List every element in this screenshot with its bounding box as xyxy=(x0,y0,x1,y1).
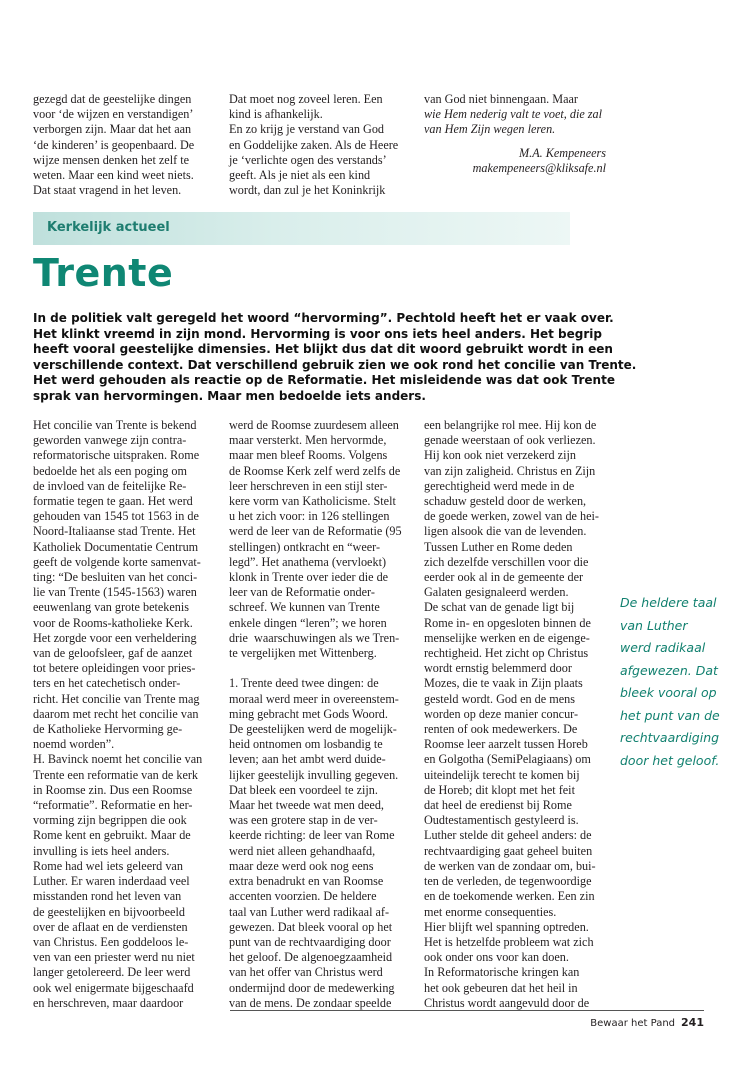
text-line: menselijke werken en de eigenge- xyxy=(424,630,590,645)
top-column-3-text xyxy=(424,92,606,107)
text-line: zich dezelfde verschillen voor die xyxy=(424,554,589,569)
text-line: gesteld wordt. God en de mens xyxy=(424,691,575,706)
text-line: misstanden rond het leven van xyxy=(33,889,182,904)
text-line: gehouden van 1545 tot 1563 in de xyxy=(33,509,199,524)
text-line: werd de Roomse zuurdesem alleen xyxy=(229,418,399,432)
text-line: bedoelde het als een poging om xyxy=(33,463,187,478)
text-line: heeft vooral geestelijke dimensies. Het blijkt dus dat dit woord gebruikt wordt in een xyxy=(33,342,613,357)
text-line: stellingen) ontkracht en “weer- xyxy=(229,539,381,554)
text-line: invulling is iets heel anders. xyxy=(33,843,170,858)
text-line: Katholiek Documentatie Centrum xyxy=(33,539,199,554)
text-line: taal van Luther werd radikaal af- xyxy=(229,904,390,919)
text-line: de Katholieke Hervorming ge- xyxy=(33,722,183,737)
text-line: leer herschreven in een stijl ster- xyxy=(229,478,388,493)
text-line: je ‘verlichte ogen des verstands’ xyxy=(229,152,387,167)
text-line: van Christus. Een goddeloos le- xyxy=(33,934,189,949)
text-line: te vergelijken met Wittenberg. xyxy=(229,646,377,661)
text-line: en de toekomende werken. Een zin xyxy=(424,889,595,904)
pull-quote: De heldere taal van Luther werd radikaal afgewezen. Dat bleek vooral op het punt van de rechtvaardiging door het geloof. xyxy=(620,595,720,768)
text-line: het ook gebeuren dat het heil in xyxy=(424,980,578,995)
text-line: In de politiek valt geregeld het woord “hervorming”. Pechtold heeft het er vaak over. xyxy=(33,311,614,325)
text-line: Het klinkt vreemd in zijn mond. Hervorming is voor ons iets heel anders. Het begrip xyxy=(33,326,602,341)
text-line: Luther. Er waren inderdaad veel xyxy=(33,874,190,889)
text-line: en Goddelijke zaken. Als de Heere xyxy=(229,137,399,152)
text-line: drie waarschuwingen als we Tren- xyxy=(229,630,400,645)
text-line: een belangrijke rol mee. Hij kon de xyxy=(424,418,597,432)
text-line: dat heel de eredienst bij Rome xyxy=(424,798,572,813)
text-line: formatie tegen te gaan. Het werd xyxy=(33,494,193,509)
text-line: maar versterkt. Men hervormde, xyxy=(229,433,387,448)
text-line: gerechtigheid werd mede in de xyxy=(424,478,575,493)
text-line xyxy=(229,661,415,676)
text-line: eerder ook al in de gemeente der xyxy=(424,570,584,585)
text-line: gezegd dat de geestelijke dingen xyxy=(33,92,192,106)
text-line: ook onder ons voor kan doen. xyxy=(424,950,569,965)
text-line: lijker geestelijk invulling gegeven. xyxy=(229,767,399,782)
text-line: Roomse leer aarzelt tussen Horeb xyxy=(424,737,588,752)
section-banner xyxy=(33,212,570,245)
body-column-3 xyxy=(424,418,614,1011)
text-line: lie van Trente (1545-1563) waren xyxy=(33,585,197,600)
text-line: geeft. Als je niet als een kind xyxy=(229,168,371,183)
text-line: Rome kent en gebruikt. Maar de xyxy=(33,828,191,843)
article-title: Trente xyxy=(33,251,174,295)
text-line: rechtvaardiging gaat geheel buiten xyxy=(424,843,593,858)
text-line: voor ‘de wijzen en verstandigen’ xyxy=(33,107,194,122)
text-line: geworden vanwege zijn contra- xyxy=(33,433,187,448)
text-line: Het werd gehouden als reactie op de Reformatie. Het misleidende was dat ook Trente xyxy=(33,373,615,388)
text-line: u het zich voor: in 126 stellingen xyxy=(229,509,390,524)
text-line: de Roomse Kerk zelf werd zelfs de xyxy=(229,463,401,478)
text-line: verschillende context. Dat verschillend gebruik zien we ook rond het concilie van Trente. xyxy=(33,357,637,372)
text-line: ondermijnd door de medewerking xyxy=(229,980,395,995)
text-line: legd”. Het anathema (vervloekt) xyxy=(229,554,387,569)
text-line: Trente een reformatie van de kerk xyxy=(33,767,199,782)
text-line: wordt ernstig belemmerd door xyxy=(424,661,572,676)
text-line: Tussen Luther en Rome deden xyxy=(424,539,573,554)
text-line: leven; aan het ambt werd duide- xyxy=(229,752,386,767)
text-line: Maar het tweede wat men deed, xyxy=(229,798,384,813)
text-line: langer getolereerd. De leer werd xyxy=(33,965,191,980)
text-line: ters en het catechetisch onder- xyxy=(33,676,181,691)
text-line: over de aflaat en de verdiensten xyxy=(33,919,188,934)
section-label: Kerkelijk actueel xyxy=(47,220,170,235)
text-line: En zo krijg je verstand van God xyxy=(229,122,385,137)
text-line: Noord-Italiaanse stad Trente. Het xyxy=(33,524,196,539)
text-line: van God niet binnengaan. Maar xyxy=(424,92,578,106)
text-line: schreef. We kunnen van Trente xyxy=(229,600,380,615)
text-line: extra benadrukt en van Roomse xyxy=(229,874,384,889)
text-line: ming gebracht met Gods Woord. xyxy=(229,706,388,721)
body-column-2 xyxy=(229,418,415,1011)
text-line: wie Hem nederig valt te voet, die zal xyxy=(424,107,603,122)
text-line: van het offer van Christus werd xyxy=(229,965,383,980)
text-line: de Horeb; dit klopt met het feit xyxy=(424,782,575,797)
text-line: Luther stelde dit geheel anders: de xyxy=(424,828,592,843)
text-line: maar men bleef Rooms. Volgens xyxy=(229,448,388,463)
text-line: Dat moet nog zoveel leren. Een xyxy=(229,92,383,106)
text-line: vorming zijn begrippen die ook xyxy=(33,813,187,828)
article-intro xyxy=(33,311,637,405)
text-line: renten of ook medewerkers. De xyxy=(424,722,578,737)
text-line: Het is hetzelfde probleem wat zich xyxy=(424,934,594,949)
text-line: voor de Rooms-katholieke Kerk. xyxy=(33,615,193,630)
text-line: leer van de Reformatie onder- xyxy=(229,585,375,600)
text-line: wordt, dan zul je het Koninkrijk xyxy=(229,183,386,198)
text-line: Hij kon ook niet verzekerd zijn xyxy=(424,448,576,463)
author-signature xyxy=(424,146,606,176)
text-line: worden op deze manier concur- xyxy=(424,706,579,721)
text-line: geeft de volgende korte samenvat- xyxy=(33,554,201,569)
text-line: De schat van de genade ligt bij xyxy=(424,600,575,615)
text-line: van de geloofsleer, gaf de aanzet xyxy=(33,646,193,661)
text-line: Rome had wel iets geleerd van xyxy=(33,858,183,873)
text-line: het geloof. De algenoegzaamheid xyxy=(229,950,393,965)
body-column-1 xyxy=(33,418,219,1011)
text-line: de werken van de zondaar om, bui- xyxy=(424,858,596,873)
text-line: Hier blijft wel spanning optreden. xyxy=(424,919,589,934)
author-email: makempeneers@kliksafe.nl xyxy=(472,160,606,175)
text-line: H. Bavinck noemt het concilie van xyxy=(33,752,203,767)
text-line: wijze mensen denken het zelf te xyxy=(33,152,189,167)
text-line: werd de leer van de Reformatie (95 xyxy=(229,524,402,539)
text-line: van Hem Zijn wegen leren. xyxy=(424,122,556,137)
text-line: Het concilie van Trente is bekend xyxy=(33,418,197,432)
text-line: de goede werken, zowel van de hei- xyxy=(424,509,599,524)
text-line: ven van een priester werd nu niet xyxy=(33,950,195,965)
top-column-2 xyxy=(229,92,414,198)
text-line: van zijn zaligheid. Christus en Zijn xyxy=(424,463,596,478)
text-line: keerde richting: de leer van Rome xyxy=(229,828,395,843)
text-line: verborgen zijn. Maar dat het aan xyxy=(33,122,192,137)
text-line: rechtigheid. Het zicht op Christus xyxy=(424,646,589,661)
text-line: reformatorische uitspraken. Rome xyxy=(33,448,200,463)
text-line: Galaten gesignaleerd werden. xyxy=(424,585,569,600)
text-line: de geestelijken en bijvoorbeeld xyxy=(33,904,185,919)
text-line: richt. Het concilie van Trente mag xyxy=(33,691,200,706)
top-column-1 xyxy=(33,92,218,198)
text-line: “reformatie”. Reformatie en her- xyxy=(33,798,193,813)
text-line: genade weerstaan of ook verliezen. xyxy=(424,433,596,448)
text-line: sprak van hervormingen. Maar men bedoelde iets anders. xyxy=(33,388,426,403)
text-line: schaduw gesteld door de werken, xyxy=(424,494,587,509)
text-line: maar deze werd ook nog eens xyxy=(229,858,374,873)
text-line: punt van de rechtvaardiging door xyxy=(229,934,391,949)
text-line: enkele dingen “leren”; we horen xyxy=(229,615,387,630)
text-line: kere vorm van Katholicisme. Stelt xyxy=(229,494,396,509)
text-line: en herschreven, maar daardoor xyxy=(33,995,184,1010)
page-number: 241 xyxy=(681,1016,704,1029)
text-line: werd niet alleen gehandhaafd, xyxy=(229,843,376,858)
text-line: gewezen. Dat bleek vooral op het xyxy=(229,919,393,934)
text-line: Rome in- en opgesloten binnen de xyxy=(424,615,591,630)
top-column-3-italic xyxy=(424,107,606,137)
text-line: ligen alsook die van de levenden. xyxy=(424,524,587,539)
text-line: was een grotere stap in de ver- xyxy=(229,813,378,828)
publication-name: Bewaar het Pand xyxy=(590,1018,676,1029)
text-line: klonk in Trente over ieder die de xyxy=(229,570,389,585)
text-line: Dat bleek een voordeel te zijn. xyxy=(229,782,378,797)
text-line: ting: “De besluiten van het conci- xyxy=(33,570,198,585)
author-name: M.A. Kempeneers xyxy=(519,145,606,160)
text-line: Dat staat vragend in het leven. xyxy=(33,183,182,198)
footer-rule xyxy=(230,1010,704,1011)
text-line: kind is afhankelijk. xyxy=(229,107,323,122)
text-line: noemd worden”. xyxy=(33,737,115,752)
text-line: Het zorgde voor een verheldering xyxy=(33,630,197,645)
text-line: ‘de kinderen’ is geopenbaard. De xyxy=(33,137,195,152)
text-line: met enorme consequenties. xyxy=(424,904,557,919)
text-line: moraal werd meer in overeenstem- xyxy=(229,691,399,706)
text-line: en Golgotha (SemiPelagiaans) om xyxy=(424,752,591,767)
text-line: Christus wordt aangevuld door de xyxy=(424,995,590,1010)
text-line: In Reformatorische kringen kan xyxy=(424,965,580,980)
text-line: ook wel enigermate bijgeschaafd xyxy=(33,980,194,995)
text-line: tot betere opleidingen voor pries- xyxy=(33,661,196,676)
text-line: 1. Trente deed twee dingen: de xyxy=(229,676,379,691)
text-line: heid ontnomen om losbandig te xyxy=(229,737,383,752)
text-line: de invloed van de feitelijke Re- xyxy=(33,478,187,493)
text-line: ten de verleden, de tegenwoordige xyxy=(424,874,592,889)
text-line: in Roomse zin. Dus een Roomse xyxy=(33,782,193,797)
text-line: accenten voorzien. De heldere xyxy=(229,889,377,904)
top-column-3 xyxy=(424,92,606,176)
text-line: eeuwenlang van grote betekenis xyxy=(33,600,190,615)
text-line: van de mens. De zondaar speelde xyxy=(229,995,392,1010)
page-footer xyxy=(590,1016,704,1029)
text-line: De geestelijken werd de mogelijk- xyxy=(229,722,397,737)
text-line: uiteindelijk terecht te komen bij xyxy=(424,767,580,782)
text-line: Mozes, die te vaak in Zijn plaats xyxy=(424,676,583,691)
text-line: weten. Maar een kind weet niets. xyxy=(33,168,194,183)
text-line: Oudtestamentisch gestyleerd is. xyxy=(424,813,579,828)
text-line: daarom met recht het concilie van xyxy=(33,706,199,721)
